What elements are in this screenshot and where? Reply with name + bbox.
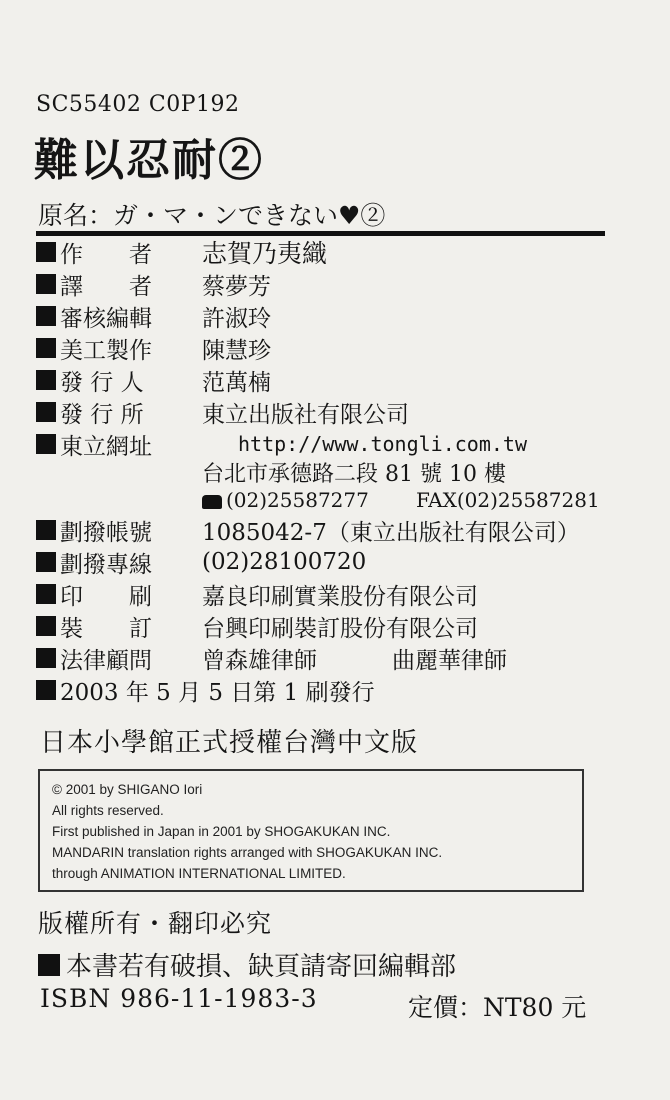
phone-icon: [202, 495, 222, 509]
credit-row-editor: [36, 300, 271, 332]
bullet-icon: [36, 552, 56, 572]
bullet-icon: [36, 274, 56, 294]
isbn: ISBN 986-11-1983-3: [40, 984, 318, 1013]
credit-row-hotline: [36, 546, 367, 578]
bullet-icon: [38, 954, 60, 976]
bullet-icon: [36, 402, 56, 422]
website-url: http://www.tongli.com.tw: [238, 432, 527, 456]
copyright-box: [38, 769, 584, 892]
credit-label: 裝 訂: [60, 615, 152, 642]
credit-value: 陳慧珍: [202, 337, 271, 364]
bullet-icon: [36, 338, 56, 358]
copyright-line: First published in Japan in 2001 by SHOGAKUKAN INC.: [52, 824, 391, 839]
phone-value: (02)25587277: [226, 488, 369, 512]
bullet-icon: [36, 434, 56, 454]
phone-number: [202, 488, 369, 512]
credit-row-publisher: [36, 364, 271, 396]
credit-value: 曾森雄律師: [202, 647, 317, 674]
credit-row-account: [36, 514, 580, 546]
credit-row-author: [36, 236, 328, 268]
credit-value: 許淑玲: [202, 305, 271, 332]
credit-value: 志賀乃夷織: [202, 239, 328, 268]
copyright-line: through ANIMATION INTERNATIONAL LIMITED.: [52, 866, 346, 881]
book-title: 難以忍耐②: [34, 135, 264, 186]
credit-row-printer: [36, 578, 478, 610]
bullet-icon: [36, 680, 56, 700]
credit-label: 法律顧問: [60, 647, 152, 674]
credit-value: 嘉良印刷實業股份有限公司: [202, 583, 478, 610]
copyright-line: All rights reserved.: [52, 803, 164, 818]
credit-row-publishing-house: [36, 396, 409, 428]
bullet-icon: [36, 306, 56, 326]
fax-number: FAX(02)25587281: [416, 488, 600, 512]
bullet-icon: [36, 520, 56, 540]
rights-reserved: 版權所有・翻印必究: [38, 909, 273, 938]
credit-label: 作 者: [60, 241, 152, 268]
publish-date: 2003 年 5 月 5 日第 1 刷發行: [60, 679, 375, 706]
credit-value: 東立出版社有限公司: [202, 401, 409, 428]
credit-label: 發 行 人: [60, 369, 144, 396]
credit-value: 蔡夢芳: [202, 273, 271, 300]
credit-row-date: [36, 674, 375, 706]
credit-label: 審核編輯: [60, 305, 152, 332]
credit-label: 發 行 所: [60, 401, 144, 428]
credit-label: 劃撥帳號: [60, 519, 152, 546]
credit-label: 東立網址: [60, 433, 152, 460]
credit-label: 美工製作: [60, 337, 152, 364]
copyright-line: MANDARIN translation rights arranged with SHOGAKUKAN INC.: [52, 845, 443, 860]
damage-notice: [38, 946, 456, 983]
bullet-icon: [36, 370, 56, 390]
bullet-icon: [36, 616, 56, 636]
book-code: SC55402 C0P192: [36, 92, 240, 117]
credit-value: (02)28100720: [202, 549, 367, 575]
bullet-icon: [36, 584, 56, 604]
credit-row-binding: [36, 610, 478, 642]
original-title: 原名：ガ・マ・ンできない♥②: [38, 201, 386, 230]
address: 台北市承德路二段 81 號 10 樓: [202, 461, 506, 487]
credit-label: 譯 者: [60, 273, 152, 300]
damage-notice-text: 本書若有破損、缺頁請寄回編輯部: [66, 952, 457, 982]
price: 定價：NT80 元: [408, 993, 587, 1022]
credit-row-legal: [36, 642, 507, 674]
credit-label: 印 刷: [60, 583, 152, 610]
credit-value: 范萬楠: [202, 369, 271, 396]
credit-row-website: [36, 428, 527, 460]
copyright-line: © 2001 by SHIGANO Iori: [52, 782, 203, 797]
credit-row-art: [36, 332, 271, 364]
credit-label: 劃撥專線: [60, 551, 152, 578]
bullet-icon: [36, 648, 56, 668]
credit-value: 台興印刷裝訂股份有限公司: [202, 615, 478, 642]
credit-row-translator: [36, 268, 271, 300]
credit-value: 1085042-7（東立出版社有限公司）: [202, 519, 580, 546]
bullet-icon: [36, 242, 56, 262]
credit-value-extra: 曲麗華律師: [392, 647, 507, 674]
authorization-line: 日本小學館正式授權台灣中文版: [40, 728, 419, 758]
